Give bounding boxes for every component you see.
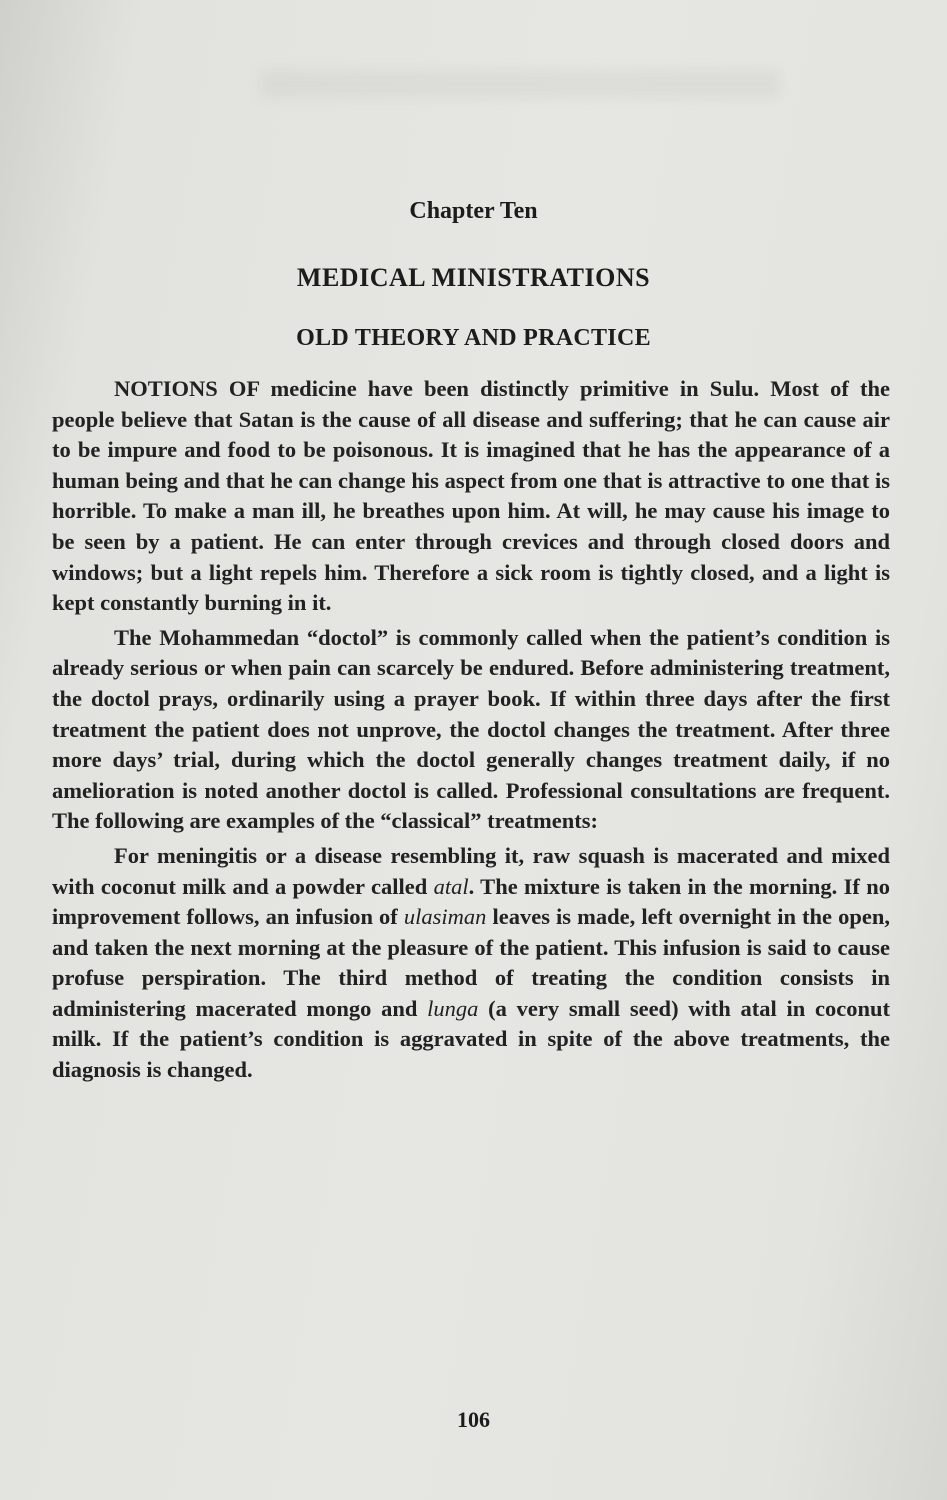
paragraph-3-text: . The mixture is taken in the morning. If no improvement follows, an infusion of bbox=[52, 873, 890, 930]
term-ulasiman: ulasiman bbox=[403, 904, 487, 930]
paragraph-3-text: (a very small seed) with atal in coconut milk. If the patient’s condition is aggravated in spite of the above treatments, the diagnosis is changed. bbox=[52, 995, 890, 1083]
chapter-label: Chapter Ten bbox=[409, 198, 538, 224]
paragraph-3-text: leaves is made, left overnight in the open, and taken the next morning at the pleasure of the patient. This infusion is said to cause profuse perspiration. The third method of treating the condition consists in administering macerated mongo and bbox=[52, 904, 891, 1021]
term-lunga: lunga bbox=[427, 995, 479, 1021]
paragraph-3 bbox=[52, 841, 890, 1086]
page-number: 106 bbox=[457, 1407, 490, 1432]
body-text bbox=[52, 374, 890, 1086]
chapter-title: MEDICAL MINISTRATIONS bbox=[296, 263, 651, 292]
paragraph-2: The Mohammedan “doctol” is commonly called when the patient’s condition is already serious or when pain can scarcely be endured. Before administering treatment, the doctol prays, ordinarily using a prayer book. If within three days after the first treatment the patient does not unprove, the doctol changes the treatment. After three more days’ trial, during which the doctol generally changes treatment daily, if no amelioration is noted another doctol is called. Professional consultations are frequent. The following are examples of the “classical” treatments: bbox=[52, 624, 890, 834]
paragraph-3-text: For meningitis or a disease resembling it, raw squash is macerated and mixed with coconut milk and a powder called bbox=[52, 842, 890, 899]
term-atal: atal bbox=[433, 873, 469, 899]
section-title: OLD THEORY AND PRACTICE bbox=[296, 325, 651, 351]
paragraph-1: NOTIONS OF medicine have been distinctly primitive in Sulu. Most of the people believe that Satan is the cause of all disease and suffering; that he can cause air to be impure and food to be poisonous. It is imagined that he has the appearance of a human being and that he can change his aspect from one that is attractive to one that is horrible. To make a man ill, he breathes upon him. At will, he may cause his image to be seen by a patient. He can enter through crevices and through closed doors and windows; but a light repels him. Therefore a sick room is tightly closed, and a light is kept constantly burning in it. bbox=[52, 376, 890, 616]
bleed-through-shadow bbox=[260, 70, 780, 98]
